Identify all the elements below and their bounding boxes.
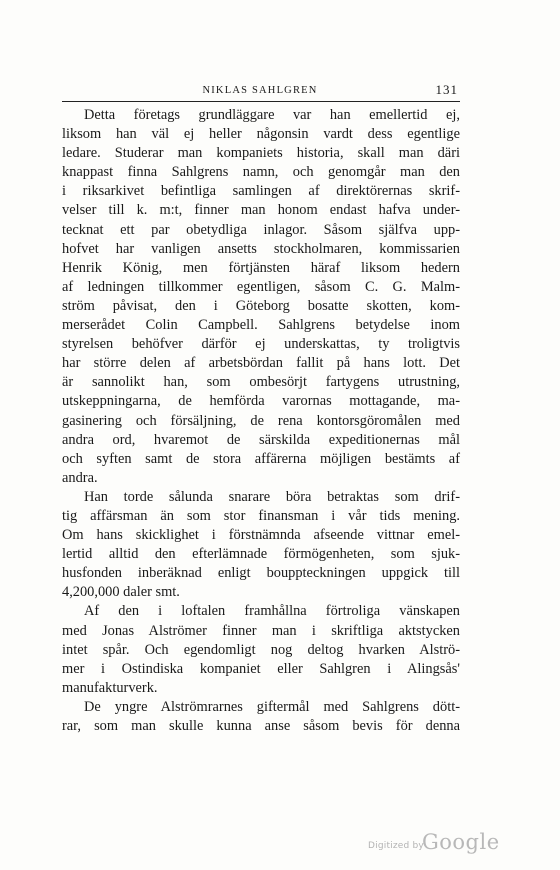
text-line: intet spår. Och egendomligt nog deltog hvarken Alströ- (62, 641, 460, 658)
page-number: 131 (435, 82, 458, 97)
text-line: gasinering och försäljning, de rena kontorsgöromålen med (62, 412, 460, 429)
header-rule (62, 101, 460, 102)
text-line: Detta företags grundläggare var han emellertid ej, (84, 107, 460, 123)
text-line: mer i Ostindiska kompaniet eller Sahlgren i Alingsås' (62, 660, 460, 677)
text-line: tecknat ett par obetydliga inlagor. Såsom själfva upp- (62, 221, 460, 238)
watermark-small-text: Digitized by (368, 841, 424, 851)
text-line: och syften samt de stora affärerna möjligen bestämts af (62, 450, 460, 467)
text-line: utskeppningarna, de hemförda varornas mottagande, ma- (62, 393, 460, 410)
text-line: Han torde sålunda snarare böra betraktas som drif- (84, 488, 460, 505)
text-line: andra. (62, 469, 98, 486)
text-line: Af den i loftalen framhållna förtroliga vänskapen (84, 603, 460, 620)
text-line: ledare. Studerar man kompaniets historia, skall man däri (62, 145, 460, 162)
text-line: lertid alltid den efterlämnade förmögenheten, som sjuk- (62, 546, 460, 563)
text-line: De yngre Alströmrarnes giftermål med Sahlgrens dött- (84, 698, 460, 715)
text-line: Om hans skicklighet i förstnämnda afseende vittnar emel- (62, 527, 460, 544)
text-line: med Jonas Alströmer finner man i skriftliga aktstycken (62, 622, 460, 639)
text-line: af ledningen tillkommer egentligen, såsom C. G. Malm- (62, 278, 460, 295)
text-line: liksom han väl ej heller någonsin vardt dess egentlige (62, 126, 460, 143)
text-line: styrelsen behöfver därför ej underskattas, ty troligtvis (62, 336, 460, 353)
watermark-logo-text: Google (422, 830, 500, 854)
text-line: är sannolikt han, som ombesörjt fartygens utrustning, (62, 374, 460, 391)
text-line: i riksarkivet befintliga samlingen af direktörernas skrif- (62, 183, 460, 200)
text-line: manufakturverk. (62, 679, 158, 696)
text-line: har större delen af arbetsbördan fallit på hans lott. Det (62, 355, 460, 372)
text-line: 4,200,000 daler smt. (62, 584, 180, 601)
text-line: hofvet har vanligen ansetts stockholmaren, kommissarien (62, 240, 460, 257)
digitized-watermark (368, 830, 498, 858)
running-title: NIKLAS SAHLGREN (202, 85, 318, 96)
body-text (62, 106, 460, 736)
text-line: Henrik König, men förtjänsten häraf liksom hedern (62, 259, 460, 276)
text-line: velser till k. m:t, finner man honom endast hafva under- (62, 202, 460, 219)
text-line: tig affärsman än som stor finansman i vår tids mening. (62, 507, 460, 524)
text-line: husfonden inberäknad enligt bouppteckningen uppgick till (62, 565, 460, 582)
text-line: ström påvisat, den i Göteborg bosatte skotten, kom- (62, 297, 460, 314)
text-line: knappast finna Sahlgrens namn, och genomgår man den (62, 164, 460, 181)
text-line: rar, som man skulle kunna anse såsom bevis för denna (62, 718, 460, 734)
text-line: merserådet Colin Campbell. Sahlgrens betydelse inom (62, 317, 460, 334)
text-line: andra ord, hvaremot de särskilda expeditionernas mål (62, 431, 460, 448)
